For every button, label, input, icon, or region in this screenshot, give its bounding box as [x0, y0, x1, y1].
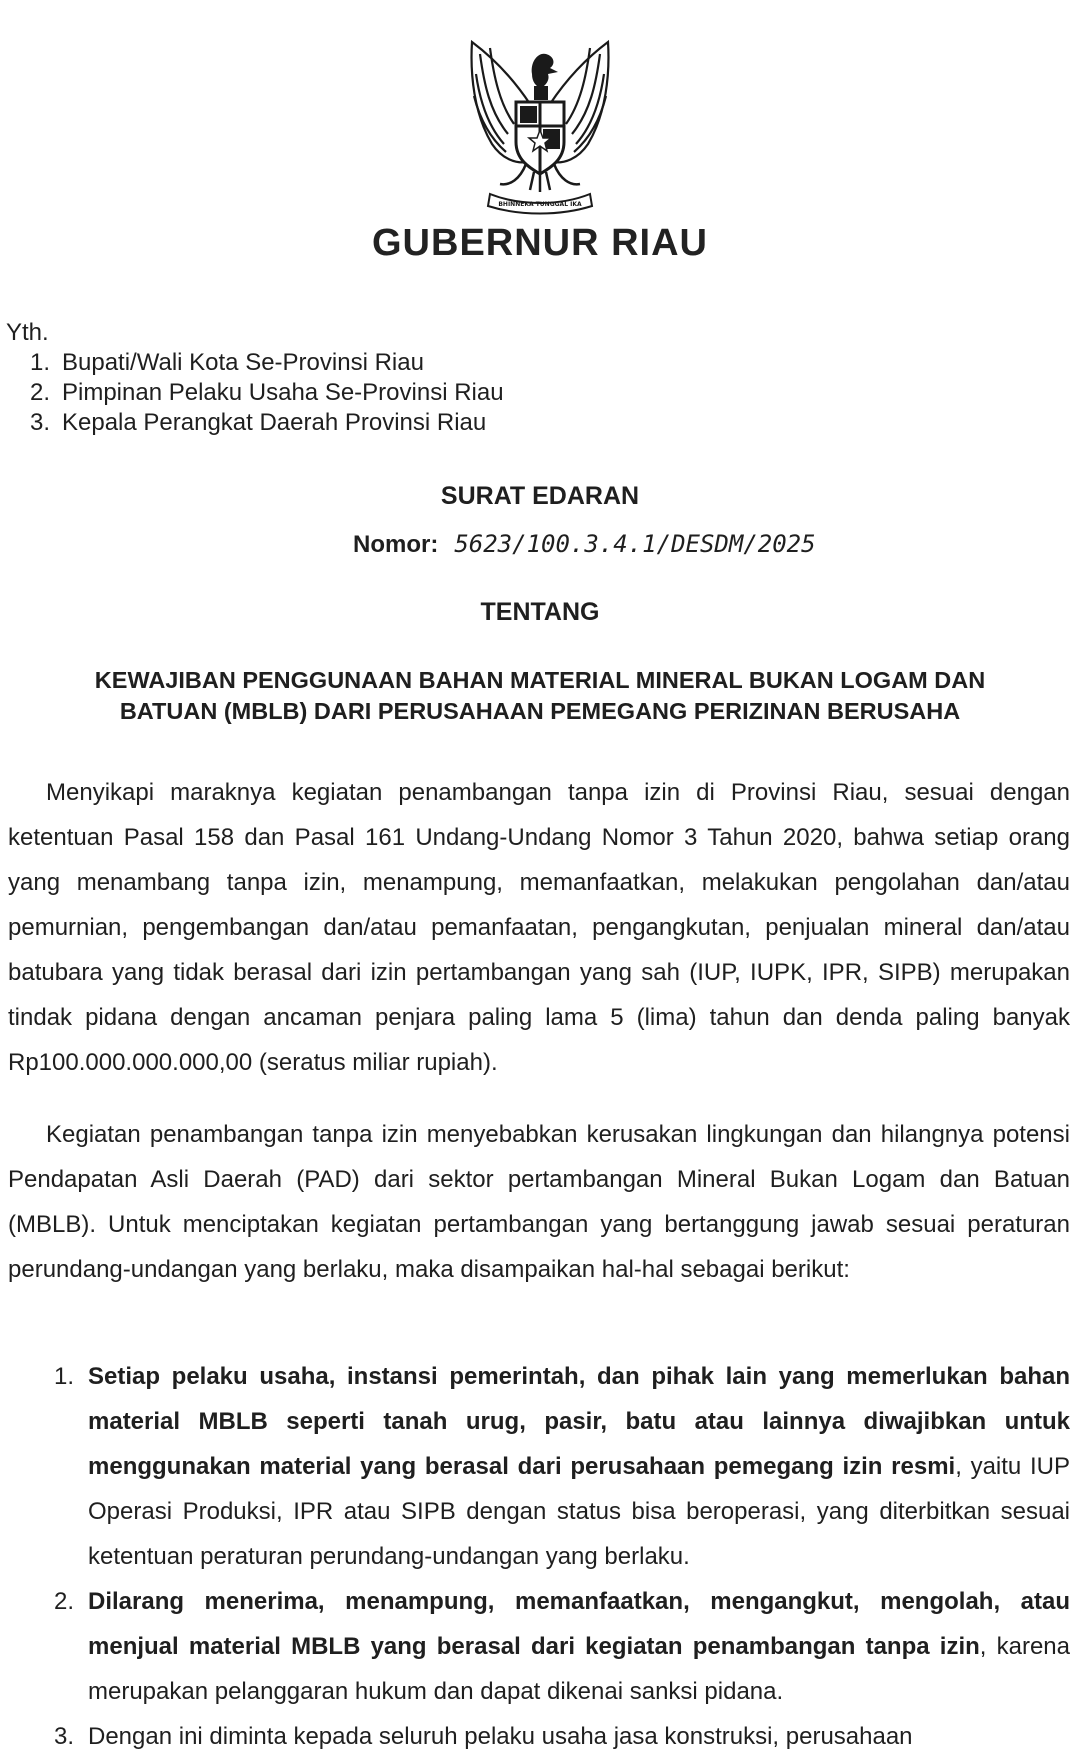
subject-line: BATUAN (MBLB) DARI PERUSAHAAN PEMEGANG PERIZINAN BERUSAHA — [119, 698, 961, 724]
addressee-text: Kepala Perangkat Daerah Provinsi Riau — [62, 409, 487, 436]
garuda-emblem-icon — [450, 34, 630, 219]
list-item-text — [88, 1714, 1070, 1750]
list-item-bold-text: Setiap pelaku usaha, instansi pemerintah, dan pihak lain yang memerlukan bahan material MBLB seperti tanah urug, pasir, batu atau lainnya diwajibkan untuk menggunakan material yang berasal dari perusahaan pemegang izin resmi — [88, 1363, 1070, 1480]
addressee-number: 3. — [29, 409, 50, 436]
number-label: Nomor: — [353, 531, 439, 558]
addressee-list — [6, 348, 504, 438]
addressee-item — [6, 348, 504, 378]
list-item-normal-text: , karena merupakan pelanggaran hukum dan dapat dikenai sanksi pidana. — [88, 1633, 1071, 1705]
body-paragraph: Kegiatan penambangan tanpa izin menyebabkan kerusakan lingkungan dan hilangnya potensi Pendapatan Asli Daerah (PAD) dari sektor pertambangan Mineral Bukan Logam dan Batuan (MBLB). Untuk menciptakan kegiatan pertambangan yang bertanggung jawab sesuai peraturan perundang-undangan yang berlaku, maka disampaikan hal-hal sebagai berikut: — [8, 1121, 1070, 1283]
addressee-text: Bupati/Wali Kota Se-Provinsi Riau — [62, 349, 424, 376]
letter-type: SURAT EDARAN — [440, 482, 640, 510]
about-label: TENTANG — [480, 598, 600, 626]
number-value: 5623/100.3.4.1/DESDM/2025 — [454, 530, 816, 558]
list-item — [8, 1354, 1070, 1579]
salutation: Yth. — [6, 319, 49, 346]
issuer-title: GUBERNUR RIAU — [372, 222, 708, 264]
list-item-number: 2. — [53, 1588, 74, 1615]
list-item-normal-text: , yaitu IUP Operasi Produksi, IPR atau SIPB dengan status bisa beroperasi, yang diterbitkan sesuai ketentuan peraturan perundang-undangan yang berlaku. — [88, 1453, 1070, 1570]
subject-line: KEWAJIBAN PENGGUNAAN BAHAN MATERIAL MINERAL BUKAN LOGAM DAN — [94, 667, 986, 693]
list-item-bold-text: Dilarang menerima, menampung, memanfaatkan, mengangkut, mengolah, atau menjual material MBLB yang berasal dari kegiatan penambangan tanpa izin — [88, 1588, 1070, 1660]
points-list — [8, 1354, 1071, 1750]
list-item-normal-text: Dengan ini diminta kepada seluruh pelaku usaha jasa konstruksi, perusahaan — [88, 1723, 913, 1750]
letter-number — [353, 530, 816, 559]
emblem-motto: BHINNEKA TUNGGAL IKA — [498, 201, 582, 208]
addressee-number: 1. — [29, 349, 50, 376]
addressee-item — [6, 378, 504, 408]
addressee-item — [6, 408, 504, 438]
list-item-text — [88, 1579, 1070, 1714]
addressee-number: 2. — [29, 379, 50, 406]
body-paragraph: Menyikapi maraknya kegiatan penambangan tanpa izin di Provinsi Riau, sesuai dengan ketentuan Pasal 158 dan Pasal 161 Undang-Undang Nomor 3 Tahun 2020, bahwa setiap orang yang menambang tanpa izin, menampung, memanfaatkan, melakukan pengolahan dan/atau pemurnian, pengembangan dan/atau pemanfaatan, pengangkutan, penjualan mineral dan/atau batubara yang tidak berasal dari izin pertambangan yang sah (IUP, IUPK, IPR, SIPB) merupakan tindak pidana dengan ancaman penjara paling lama 5 (lima) tahun dan denda paling banyak Rp100.000.000.000,00 (seratus miliar rupiah). — [8, 779, 1070, 1076]
list-item — [8, 1714, 1070, 1750]
list-item-text — [88, 1354, 1070, 1579]
addressee-text: Pimpinan Pelaku Usaha Se-Provinsi Riau — [62, 379, 504, 406]
letter-subject — [0, 665, 1080, 727]
list-item — [8, 1579, 1070, 1714]
list-item-number: 1. — [53, 1363, 74, 1390]
addressee-block — [6, 318, 504, 438]
list-item-number: 3. — [53, 1723, 74, 1750]
